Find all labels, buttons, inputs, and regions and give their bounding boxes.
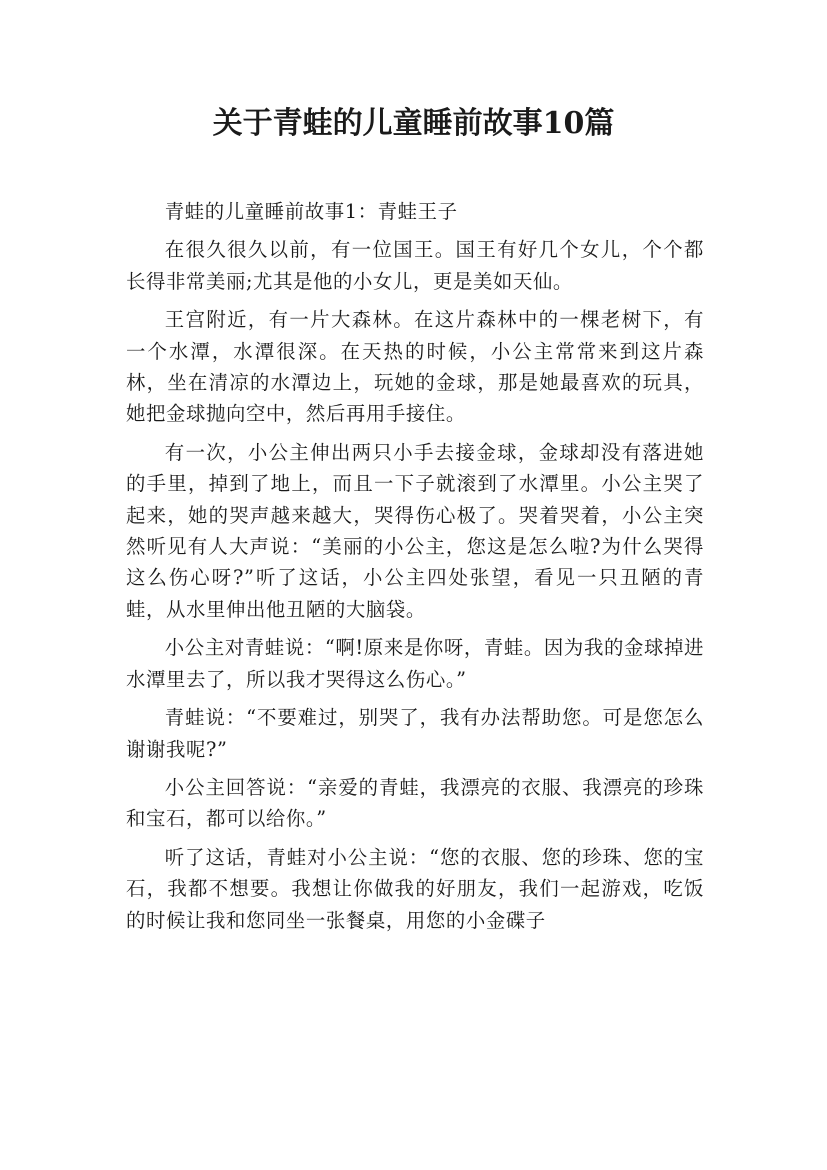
paragraph-1: 在很久很久以前，有一位国王。国王有好几个女儿，个个都长得非常美丽;尤其是他的小女儿，更是美如天仙。	[126, 238, 704, 293]
paragraph-3: 有一次，小公主伸出两只小手去接金球，金球却没有落进她的手里，掉到了地上，而且一下子就滚到了水潭里。小公主哭了起来，她的哭声越来越大，哭得伤心极了。哭着哭着，小公主突然听见有人大声说：“美丽的小公主，您这是怎么啦?为什么哭得这么伤心呀?”听了这话，小公主四处张望，看见一只丑陋的青蛙，从水里伸出他丑陋的大脑袋。	[126, 440, 704, 621]
paragraph-7: 听了这话，青蛙对小公主说：“您的衣服、您的珍珠、您的宝石，我都不想要。我想让你做我的好朋友，我们一起游戏，吃饭的时候让我和您同坐一张餐桌，用您的小金碟子	[126, 845, 704, 932]
section-heading: 青蛙的儿童睡前故事1：青蛙王子	[164, 200, 458, 223]
paragraph-5: 青蛙说：“不要难过，别哭了，我有办法帮助您。可是您怎么谢谢我呢?”	[126, 706, 704, 761]
paragraph-2: 王宫附近，有一片大森林。在这片森林中的一棵老树下，有一个水潭，水潭很深。在天热的时候，小公主常常来到这片森林，坐在清凉的水潭边上，玩她的金球，那是她最喜欢的玩具，她把金球抛向空中，然后再用手接住。	[126, 308, 704, 426]
paragraph-6: 小公主回答说：“亲爱的青蛙，我漂亮的衣服、我漂亮的珍珠和宝石，都可以给你。”	[126, 775, 704, 831]
document-body	[126, 196, 704, 943]
paragraph-4: 小公主对青蛙说：“啊!原来是你呀，青蛙。因为我的金球掉进水潭里去了，所以我才哭得这么伤心。”	[126, 636, 704, 691]
document-title: 关于青蛙的儿童睡前故事10篇	[212, 106, 615, 141]
